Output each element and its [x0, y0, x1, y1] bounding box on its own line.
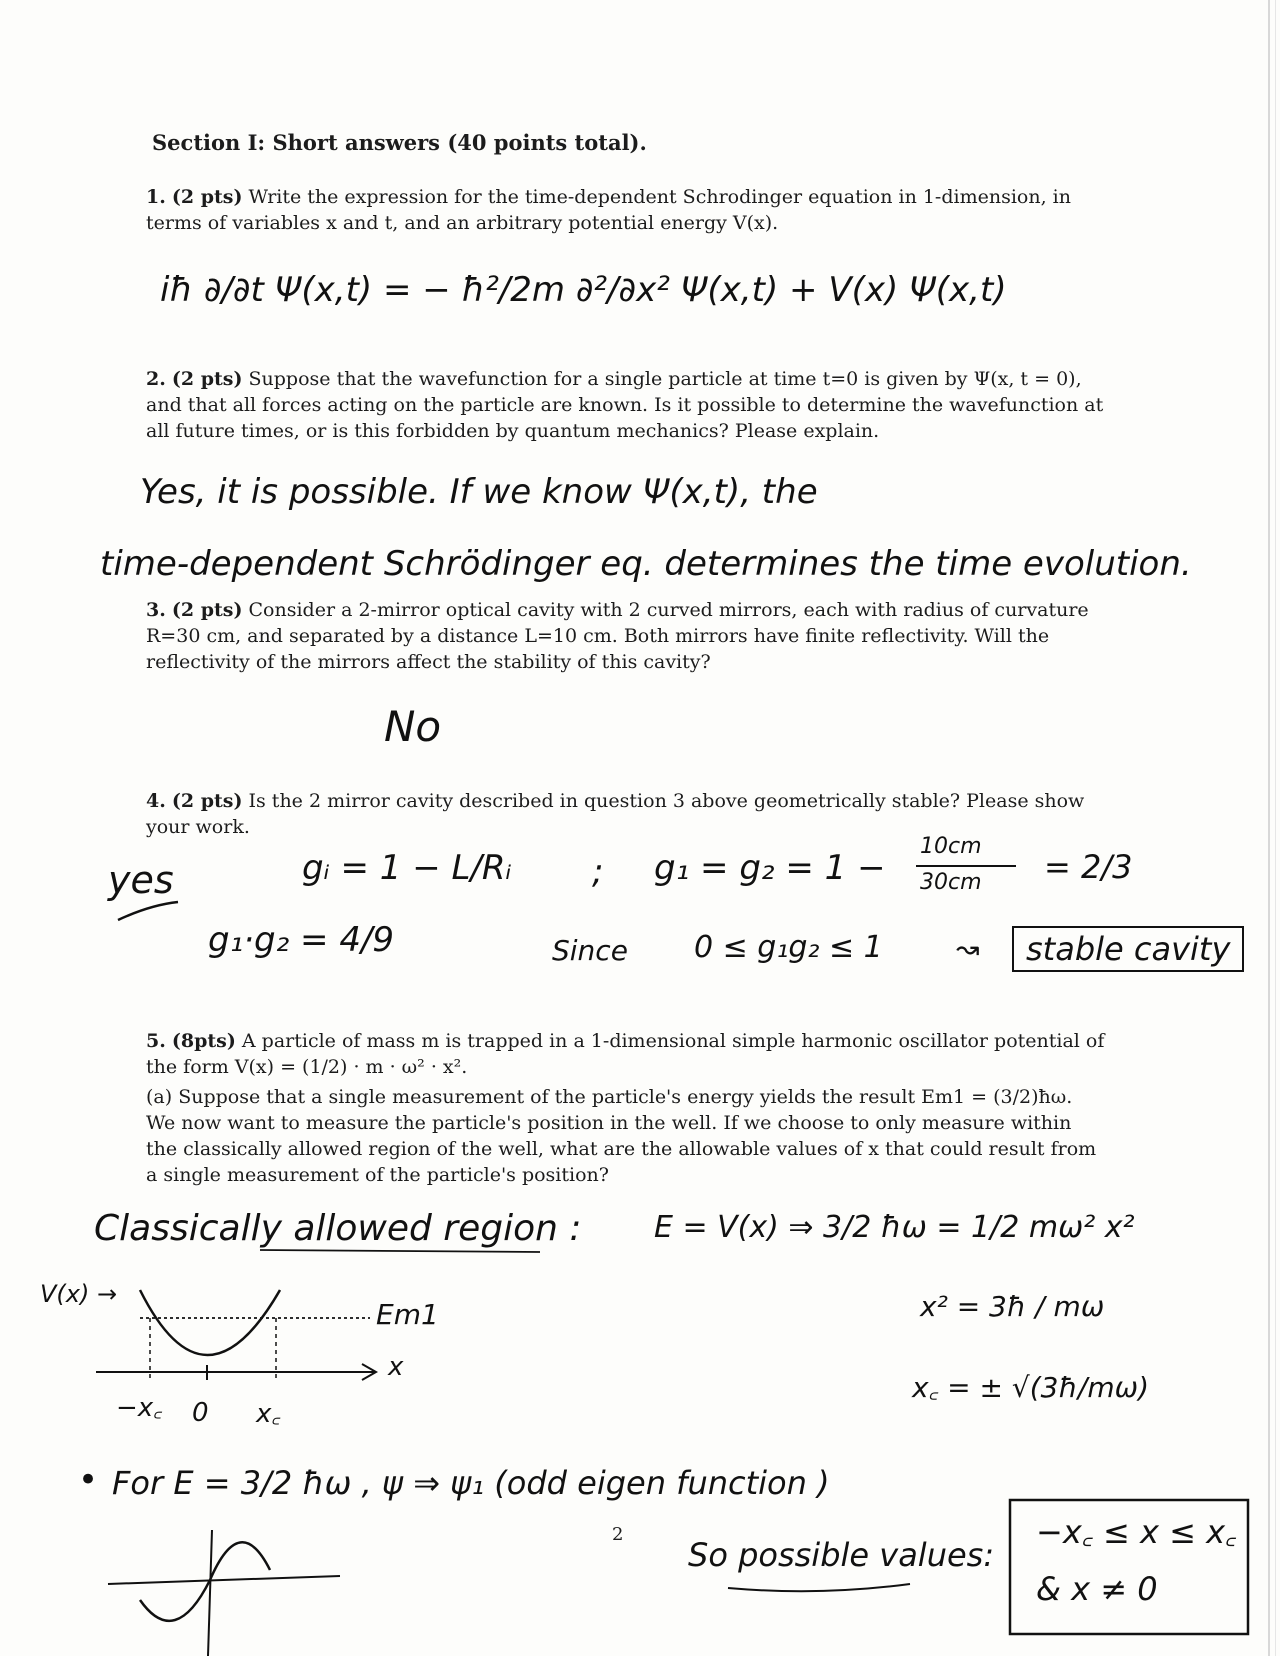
answer-4-condition: 0 ≤ g₁g₂ ≤ 1 — [694, 930, 883, 965]
question-text: Write the expression for the time-dependent Schrodinger equation in 1-dimension, in terms of variables x and t, and an arbitrary potential energy V(x). — [146, 186, 1071, 234]
question-number: 1. — [146, 186, 166, 208]
graph-x-label: x — [388, 1352, 404, 1382]
classically-underline — [260, 1250, 540, 1252]
question-points: (2 pts) — [171, 790, 243, 812]
answer-2-line-2: time-dependent Schrödinger eq. determines the time evolution. — [100, 544, 1192, 584]
question-points: (8pts) — [171, 1030, 236, 1052]
question-number: 4. — [146, 790, 166, 812]
for-energy-line: For E = 3/2 ħω , ψ ⇒ ψ₁ (odd eigen function ) — [112, 1464, 830, 1502]
answer-4-frac-num: 10cm — [920, 834, 982, 859]
arrow-icon: ↝ — [956, 932, 980, 965]
eigenfunction-y-axis — [208, 1530, 212, 1656]
work-title: Classically allowed region : — [94, 1208, 582, 1249]
graph-pos-xc: x꜀ — [256, 1399, 281, 1429]
final-answer-line-1: −x꜀ ≤ x ≤ x꜀ — [1036, 1513, 1237, 1551]
question-number: 2. — [146, 368, 166, 390]
question-points: (2 pts) — [171, 599, 243, 621]
graph-zero: 0 — [192, 1398, 209, 1428]
graph-v-label: V(x) → — [40, 1280, 118, 1308]
graph-energy-label: Em1 — [376, 1298, 439, 1331]
answer-4-yes: yes — [108, 858, 174, 902]
answer-4-result: = 2/3 — [1044, 848, 1133, 886]
answer-4-frac-den: 30cm — [920, 870, 982, 895]
possible-values-label: So possible values: — [688, 1536, 995, 1574]
answer-4-g1g2: g₁ = g₂ = 1 − — [654, 848, 886, 888]
answer-4-conclusion: stable cavity — [1012, 926, 1244, 972]
page-number: 2 — [612, 1524, 624, 1545]
answer-2-line-1: Yes, it is possible. If we know Ψ(x,t), the — [140, 472, 818, 512]
question-text: Consider a 2-mirror optical cavity with 2 curved mirrors, each with radius of curvature R=30 cm, and separated by a distance L=10 cm. Both mirrors have finite reflectivity. Will the reflectivity of the mirrors affect the stability of this cavity? — [146, 599, 1089, 673]
question-points: (2 pts) — [171, 186, 243, 208]
question-number: 3. — [146, 599, 166, 621]
final-answer-line-2: & x ≠ 0 — [1036, 1570, 1158, 1608]
question-text: Suppose that the wavefunction for a single particle at time t=0 is given by Ψ(x, t = 0), and that all forces acting on the particle are known. Is it possible to determine the wavefunction at all future times, or is this forbidden by quantum mechanics? Please explain. — [146, 368, 1104, 442]
answer-4-gi: gᵢ = 1 − L/Rᵢ — [302, 848, 512, 888]
answer-4-since: Since — [552, 934, 628, 967]
graph-neg-xc: −x꜀ — [116, 1393, 163, 1423]
potential-parabola — [140, 1290, 280, 1355]
question-points: (2 pts) — [171, 368, 243, 390]
eigenfunction-x-axis — [108, 1576, 340, 1584]
bullet-point: • — [78, 1460, 99, 1500]
work-equation-2: x² = 3ħ / mω — [920, 1290, 1105, 1323]
question-5-part-a: (a) Suppose that a single measurement of the particle's energy yields the result Em1 = (3/2)ħω. We now want to measure the particle's position in the well. If we choose to only measure within the classically allowed region of the well, what are the allowable values of x that could result from a single measurement of the particle's position? — [146, 1086, 1097, 1186]
question-text: Is the 2 mirror cavity described in question 3 above geometrically stable? Please show your work. — [146, 790, 1085, 838]
section-title: Section I: Short answers (40 points total). — [152, 130, 647, 155]
answer-4-product: g₁·g₂ = 4/9 — [208, 920, 395, 960]
answer-1: iħ ∂/∂t Ψ(x,t) = − ħ²/2m ∂²/∂x² Ψ(x,t) + V(x) Ψ(x,t) — [160, 270, 1007, 310]
work-equation-1: E = V(x) ⇒ 3/2 ħω = 1/2 mω² x² — [654, 1210, 1135, 1245]
work-equation-3: x꜀ = ± √(3ħ/mω) — [912, 1371, 1149, 1404]
question-text: A particle of mass m is trapped in a 1-dimensional simple harmonic oscillator potential of the form V(x) = (1/2) · m · ω² · x². — [146, 1030, 1105, 1078]
answer-3: No — [384, 702, 442, 751]
yes-underline — [118, 902, 178, 920]
question-number: 5. — [146, 1030, 166, 1052]
answer-4-semicolon: ; — [592, 852, 604, 892]
possible-values-underline — [728, 1584, 910, 1591]
